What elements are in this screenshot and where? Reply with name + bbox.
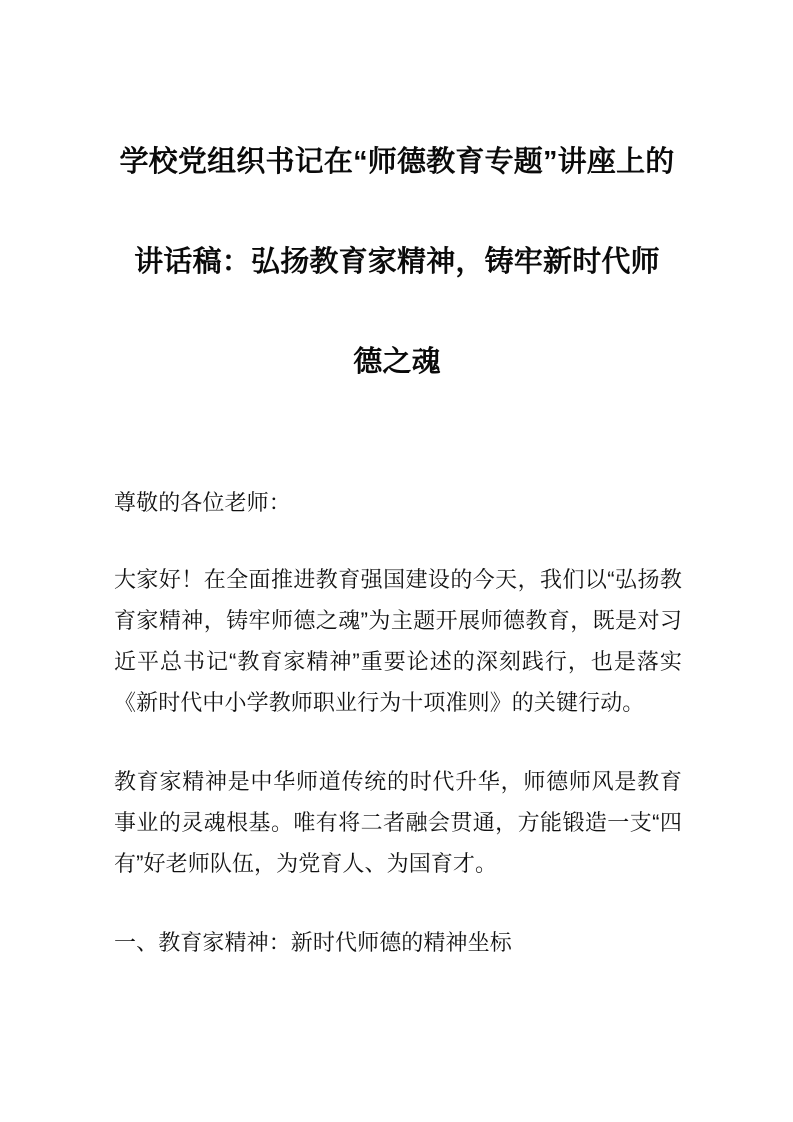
- page-title-line-3: 德之魂: [353, 346, 441, 378]
- section-heading: 一、教育家精神：新时代师德的精神坐标: [114, 930, 512, 955]
- page-title-line-1: 学校党组织书记在“师德教育专题”讲座上的: [119, 146, 675, 178]
- page-title-line-2: 讲话稿：弘扬教育家精神，铸牢新时代师: [134, 246, 660, 278]
- body-paragraph: 教育家精神是中华师道传统的时代升华，师德师风是教育事业的灵魂根基。唯有将二者融会贯通，方能锻造一支“四有”好老师队伍，为党育人、为国育才。: [114, 769, 682, 876]
- page-title: [112, 112, 682, 412]
- body-paragraph: 大家好！在全面推进教育强国建设的今天，我们以“弘扬教育家精神，铸牢师德之魂”为主题开展师德教育，既是对习近平总书记“教育家精神”重要论述的深刻践行，也是落实《新时代中小学教师职业行为十项准则》的关键行动。: [114, 567, 682, 715]
- document-body: [114, 482, 682, 963]
- salutation: 尊敬的各位老师：: [114, 490, 291, 515]
